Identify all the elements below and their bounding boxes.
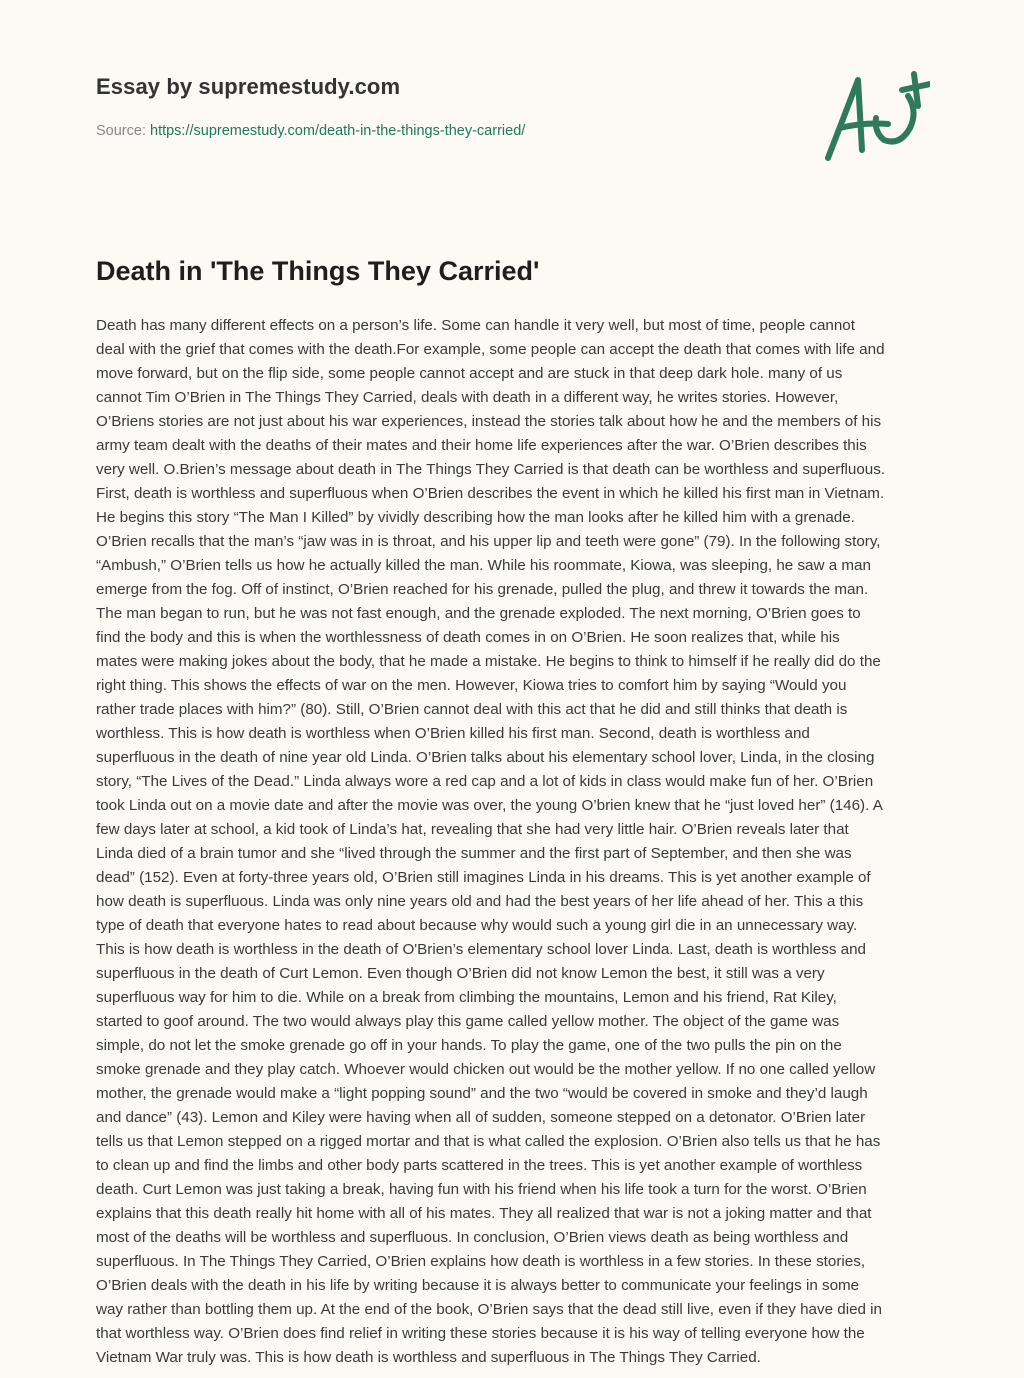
essay-line: move forward, but on the flip side, some people cannot accept and are stuck in that deep dark hole. many of us (96, 365, 843, 382)
essay-line: started to goof around. The two would always play this game called yellow mother. The object of the game was (96, 1013, 840, 1030)
essay-line: took Linda out on a movie date and after the movie was over, the young O’brien knew that he “just loved her” (146). A (96, 797, 883, 814)
essay-line: smoke grenade and they play catch. Whoever would chicken out would be the mother yellow. If no one called yellow (96, 1061, 876, 1078)
essay-line: First, death is worthless and superfluous when O’Brien describes the event in which he killed his first man in Vietnam. (96, 485, 885, 502)
essay-line: that worthless way. O’Brien does find relief in writing these stories because it is his way of telling everyone how the (96, 1325, 865, 1342)
essay-line: and dance” (43). Lemon and Kiley were having when all of sudden, someone stepped on a detonator. O’Brien later (96, 1109, 866, 1126)
essay-line: O’Brien deals with the death in his life by writing because it is always better to communicate your feelings in some (96, 1277, 860, 1294)
essay-line: O’Briens stories are not just about his war experiences, instead the stories talk about how he and the members of his (96, 413, 882, 430)
essay-line: story, “The Lives of the Dead.” Linda always wore a red cap and a lot of kids in class would make fun of her. O’Brien (96, 773, 874, 790)
essay-body (96, 314, 941, 1370)
essay-line: deal with the grief that comes with the death.For example, some people can accept the death that comes with life and (96, 341, 885, 358)
essay-line: superfluous way for him to die. While on a break from climbing the mountains, Lemon and his friend, Rat Kiley, (96, 989, 837, 1006)
essay-line: superfluous in the death of nine year old Linda. O’Brien talks about his elementary school lover, Linda, in the closing (96, 749, 875, 766)
essay-line: superfluous. In The Things They Carried, O’Brien explains how death is worthless in a few stories. In these stories, (96, 1253, 866, 1270)
source-line (96, 123, 525, 139)
essay-line: tells us that Lemon stepped on a rigged mortar and that is what called the explosion. O’Brien also tells us that he has (96, 1133, 881, 1150)
essay-line: emerge from the fog. Off of instinct, O’Brien reached for his grenade, pulled the plug, and threw it towards the man. (96, 581, 869, 598)
essay-title: Death in 'The Things They Carried' (96, 256, 540, 286)
essay-line: O’Brien recalls that the man’s “jaw was in is throat, and his upper lip and teeth were gone” (79). In the following story, (96, 533, 881, 550)
essay-line: superfluous in the death of Curt Lemon. Even though O’Brien did not know Lemon the best, it still was a very (96, 965, 825, 982)
essay-line: worthless. This is how death is worthless when O’Brien killed his first man. Second, death is worthless and (96, 725, 810, 742)
essay-line: Death has many different effects on a person’s life. Some can handle it very well, but most of time, people cannot (96, 317, 855, 334)
essay-line: mother, the grenade would make a “light popping sound” and the two “would be covered in smoke and they’d laugh (96, 1085, 868, 1102)
source-link[interactable]: https://supremestudy.com/death-in-the-things-they-carried/ (150, 123, 526, 139)
essay-line: way rather than bottling them up. At the end of the book, O’Brien says that the dead still live, even if they have died in (96, 1301, 883, 1318)
a-plus-grade-icon (818, 66, 930, 166)
essay-line: death. Curt Lemon was just taking a break, having fun with his friend when his life took a turn for the worst. O’Brien (96, 1181, 867, 1198)
essay-line: right thing. This shows the effects of war on the men. However, Kiowa tries to comfort him by saying “Would you (96, 677, 847, 694)
essay-line: He begins this story “The Man I Killed” by vividly describing how the man looks after he killed him with a grenade. (96, 509, 855, 526)
essay-line: “Ambush,” O’Brien tells us how he actually killed the man. While his roommate, Kiowa, was sleeping, he saw a man (96, 557, 871, 574)
essay-line: very well. O.Brien’s message about death in The Things They Carried is that death can be worthless and superfluous. (96, 461, 886, 478)
essay-line: The man began to run, but he was not fast enough, and the grenade exploded. The next morning, O’Brien goes to (96, 605, 861, 622)
essay-line: few days later at school, a kid took of Linda’s hat, revealing that she had very little hair. O’Brien reveals later that (96, 821, 849, 838)
essay-line: Linda died of a brain tumor and she “lived through the summer and the first part of September, and then she was (96, 845, 852, 862)
essay-line: find the body and this is when the worthlessness of death comes in on O’Brien. He soon realizes that, while his (96, 629, 840, 646)
essay-line: simple, do not let the smoke grenade go off in your hands. To play the game, one of the two pulls the pin on the (96, 1037, 842, 1054)
site-title: Essay by supremestudy.com (96, 74, 401, 99)
essay-line: rather trade places with him?” (80). Still, O’Brien cannot deal with this act that he did and still thinks that death is (96, 701, 848, 718)
essay-line: This is how death is worthless in the death of O'Brien’s elementary school lover Linda. Last, death is worthless and (96, 941, 866, 958)
source-label: Source: (96, 123, 150, 139)
essay-line: explains that this death really hit home with all of his mates. They all realized that war is not a joking matter and that (96, 1205, 872, 1222)
essay-line: mates were making jokes about the body, that he made a mistake. He begins to think to himself if he really did do the (96, 653, 881, 670)
essay-line: cannot Tim O’Brien in The Things They Carried, deals with death in a different way, he writes stories. However, (96, 389, 839, 406)
essay-line: to clean up and find the limbs and other body parts scattered in the trees. This is yet another example of worthless (96, 1157, 863, 1174)
essay-line: army team dealt with the deaths of their mates and their home life experiences after the war. O’Brien describes this (96, 437, 867, 454)
essay-line: most of the deaths will be worthless and superfluous. In conclusion, O’Brien views death as being worthless and (96, 1229, 849, 1246)
essay-line: Vietnam War truly was. This is how death is worthless and superfluous in The Things They Carried. (96, 1349, 761, 1366)
essay-line: type of death that everyone hates to read about because why would such a young girl die in an unnecessary way. (96, 917, 858, 934)
essay-line: dead” (152). Even at forty-three years old, O’Brien still imagines Linda in his dreams. This is yet another example of (96, 869, 871, 886)
essay-line: how death is superfluous. Linda was only nine years old and had the best years of her life ahead of her. This a this (96, 893, 864, 910)
